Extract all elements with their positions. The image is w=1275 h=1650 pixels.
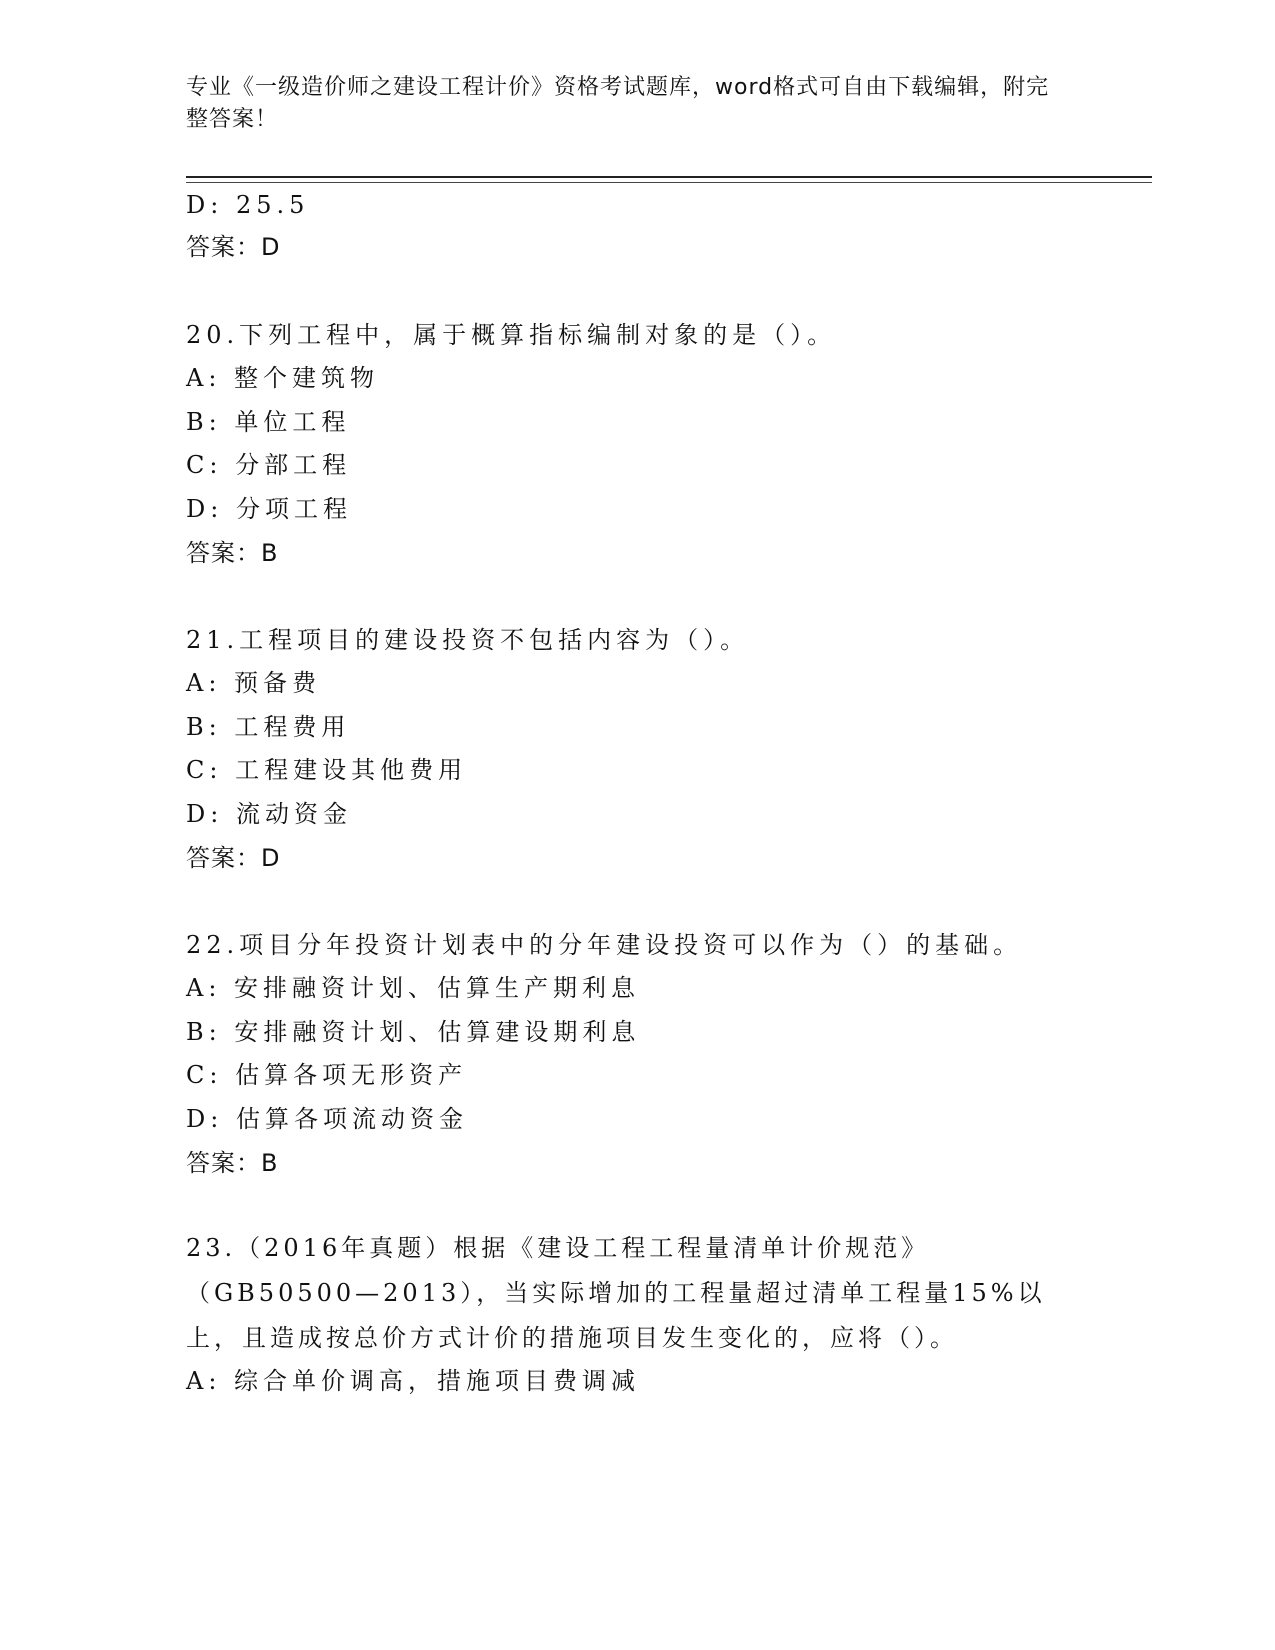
option-a: A: 整个建筑物 [186, 364, 380, 392]
option-a: A: 安排融资计划、估算生产期利息 [186, 974, 641, 1002]
question-stem: 21.工程项目的建设投资不包括内容为（）。 [186, 626, 750, 654]
option-c: C: 工程建设其他费用 [186, 756, 468, 784]
option-a: A: 预备费 [186, 669, 322, 697]
answer: 答案：B [186, 539, 279, 567]
option-d: D: 分项工程 [186, 495, 352, 523]
option-b: B: 安排融资计划、估算建设期利息 [186, 1018, 641, 1046]
option-a: A: 综合单价调高，措施项目费调减 [186, 1367, 641, 1395]
question-stem: 23.（2016年真题）根据《建设工程工程量清单计价规范》（GB50500—2013），当实际增加的工程量超过清单工程量15%以上，且造成按总价方式计价的措施项目发生变化的，应将（）。 [186, 1234, 1046, 1352]
answer: 答案：B [186, 1149, 279, 1177]
header-divider-thin [186, 182, 1152, 183]
option-d: D: 估算各项流动资金 [186, 1105, 468, 1133]
question-stem: 20.下列工程中，属于概算指标编制对象的是（）。 [186, 321, 837, 349]
option-d: D: 25.5 [186, 191, 310, 219]
option-d: D: 流动资金 [186, 800, 352, 828]
option-c: C: 估算各项无形资产 [186, 1061, 468, 1089]
header-divider [186, 176, 1152, 178]
option-b: B: 单位工程 [186, 408, 351, 436]
question-stem: 22.项目分年投资计划表中的分年建设投资可以作为（）的基础。 [186, 931, 1023, 959]
answer: 答案：D [186, 844, 281, 872]
answer: 答案：D [186, 233, 281, 261]
option-c: C: 分部工程 [186, 451, 352, 479]
page-header: 专业《一级造价师之建设工程计价》资格考试题库，word格式可自由下载编辑，附完整答案！ [186, 75, 1050, 132]
option-b: B: 工程费用 [186, 713, 351, 741]
